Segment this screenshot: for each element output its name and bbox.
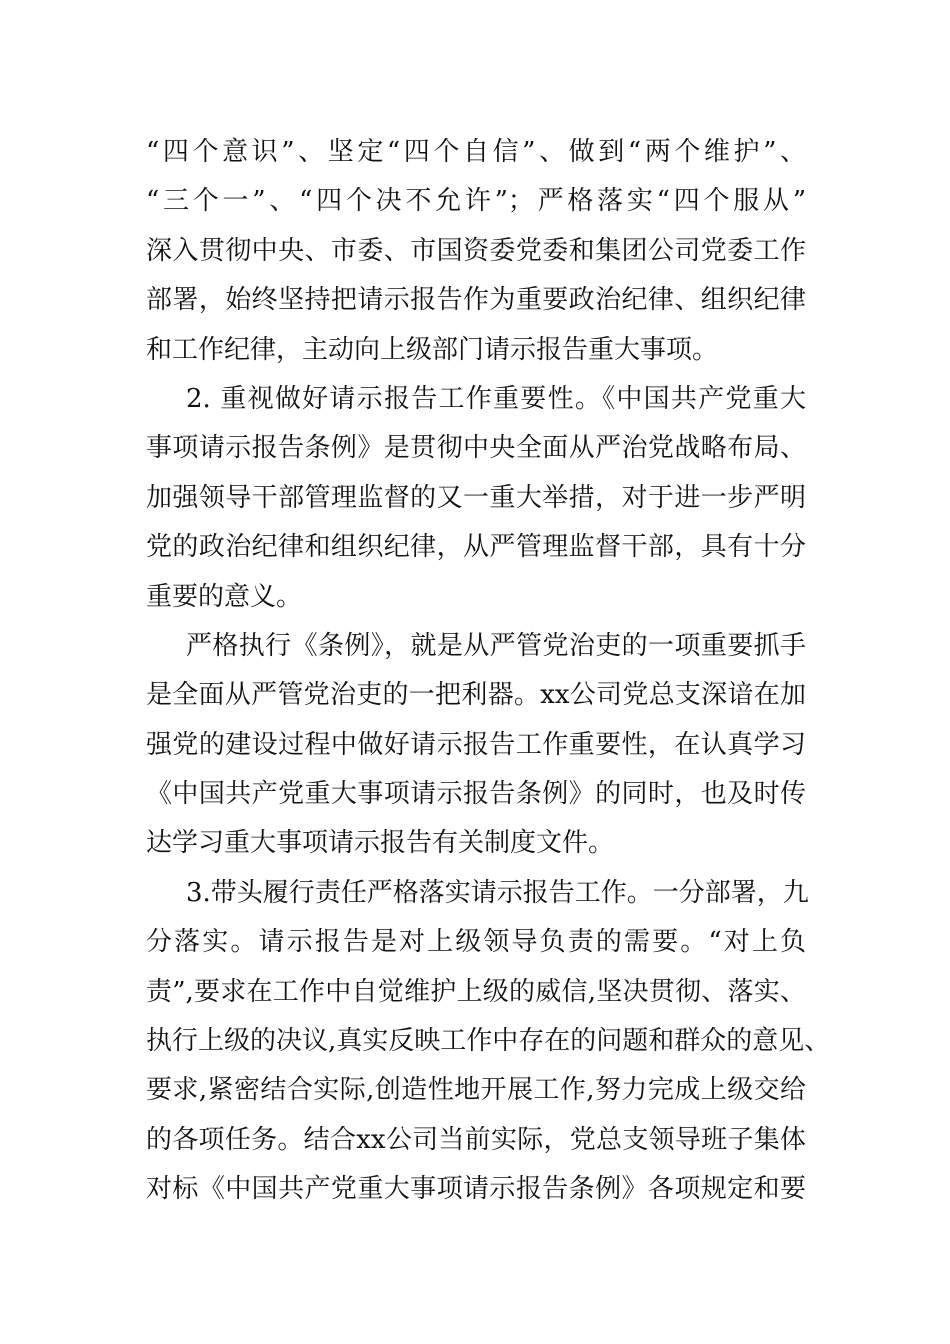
text-line: 重要的意义。 (146, 581, 303, 612)
text-line: “三个一”、“四个决不允许”；严格落实“四个服从” (146, 186, 806, 217)
text-line: 分落实。请示报告是对上级领导负责的需要。“对上负 (146, 927, 806, 958)
text-line: 部署，始终坚持把请示报告作为重要政治纪律、组织纪律 (146, 285, 806, 316)
text-line: 要求,紧密结合实际,创造性地开展工作,努力完成上级交给 (146, 1075, 806, 1106)
text-line: 深入贯彻中央、市委、市国资委党委和集团公司党委工作 (146, 235, 806, 266)
text-line: 的各项任务。结合xx公司当前实际，党总支领导班子集体 (146, 1124, 806, 1155)
text-line: 党的政治纪律和组织纪律，从严管理监督干部，具有十分 (146, 532, 806, 563)
text-line: 事项请示报告条例》是贯彻中央全面从严治党战略布局、 (146, 433, 806, 464)
text-line: 执行上级的决议,真实反映工作中存在的问题和群众的意见、 (146, 1026, 831, 1057)
paragraph-heading-2: 2. 重视做好请示报告工作重要性。《中国共产党重大 (186, 383, 806, 414)
text-line: 责”,要求在工作中自觉维护上级的威信,坚决贯彻、落实、 (146, 976, 806, 1007)
text-line: 和工作纪律，主动向上级部门请示报告重大事项。 (146, 334, 719, 365)
paragraph-start: 严格执行《条例》，就是从严管党治吏的一项重要抓手 (186, 630, 806, 661)
text-line: 强党的建设过程中做好请示报告工作重要性，在认真学习 (146, 729, 806, 760)
text-line: 对标《中国共产党重大事项请示报告条例》各项规定和要 (146, 1174, 806, 1205)
text-line: 达学习重大事项请示报告有关制度文件。 (146, 828, 615, 859)
text-line: 是全面从严管党治吏的一把利器。xx公司党总支深谙在加 (146, 680, 806, 711)
paragraph-heading-3: 3.带头履行责任严格落实请示报告工作。一分部署，九 (186, 877, 809, 908)
text-line: 《中国共产党重大事项请示报告条例》的同时，也及时传 (146, 779, 806, 810)
text-line: 加强领导干部管理监督的又一重大举措，对于进一步严明 (146, 482, 806, 513)
text-line: “四个意识”、坚定“四个自信”、做到“两个维护”、 (146, 137, 806, 167)
document-body (146, 128, 831, 1215)
